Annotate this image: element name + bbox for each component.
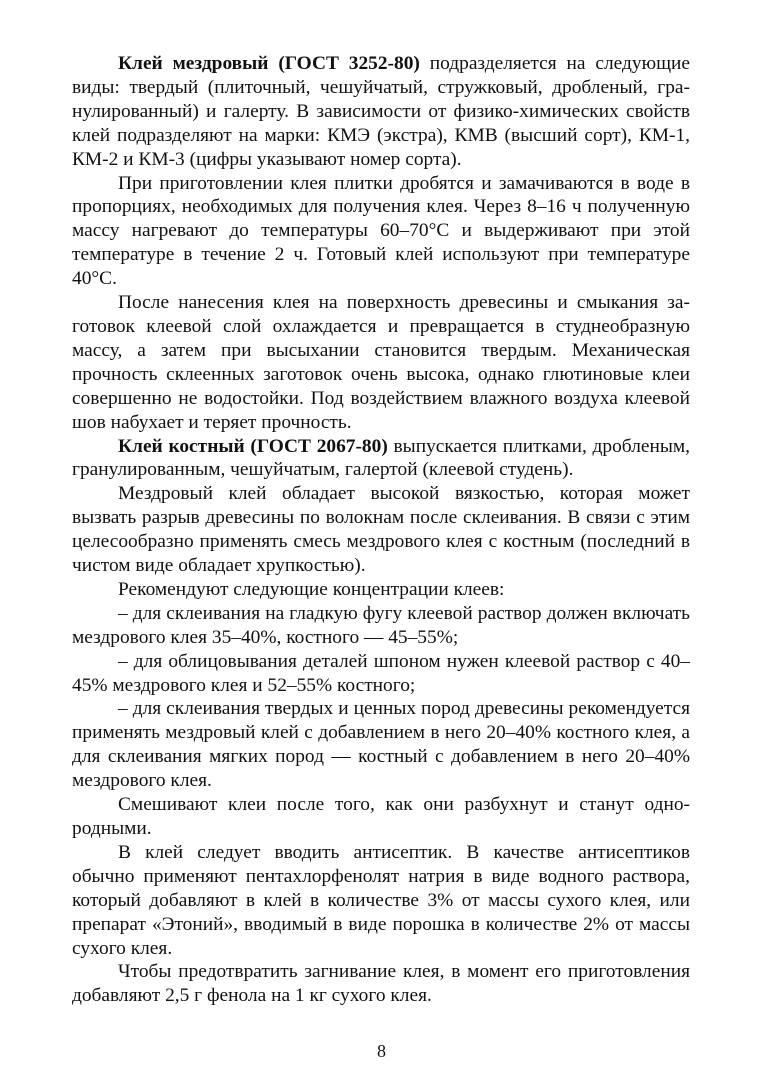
heading-glue-hide: Клей мездровый (ГОСТ 3252-80) <box>118 53 420 74</box>
paragraph-text: Рекомендуют следующие концентрации клеев: <box>118 578 505 600</box>
paragraph-text: После нанесения клея на поверхность древесины и смыкания заготовок клеевой слой охлаждается и превращается в студнеобразную массу, а затем при высыхании становится твердым. Механическая прочность склеенных заготовок очень высока, однако глютиновые клеи совершенно не водостойки. Под воздействием влажного воздуха клеевой шов набухает и теряет прочность. <box>72 292 690 433</box>
page-number: 8 <box>377 1041 386 1061</box>
list-item-smooth-joint <box>72 602 690 650</box>
paragraph-glue-bone-types <box>72 435 690 483</box>
paragraph-text: – для склеивания на гладкую фугу клеевой раствор должен включать мездрового клея 35–40%, костного — 45–55%; <box>72 602 690 648</box>
paragraph-text: Чтобы предотвратить загнивание клея, в момент его приготовления добавляют 2,5 г фенола на 1 кг сухого клея. <box>72 961 690 1007</box>
paragraph-viscosity <box>72 482 690 578</box>
paragraph-phenol <box>72 960 690 1008</box>
paragraph-text: – для облицовывания деталей шпоном нужен клеевой раствор с 40–45% мездрового клея и 52–55% костного; <box>72 650 690 696</box>
paragraph-text: – для склеивания твердых и ценных пород древесины рекомендуется применять мездровый клей с добавлением в него 20–40% костного клея, а для склеивания мягких пород — костный с добавлением в него 20–40% мездрового клея. <box>72 698 690 792</box>
paragraph-text: В клей следует вводить антисептик. В качестве антисептиков обычно применяют пентахлорфенолят натрия в виде водного раствора, который добавляют в клей в количестве 3% от массы сухого клея, или препарат «Этоний», вводимый в виде порошка в количестве 2% от массы сухого клея. <box>72 841 690 959</box>
paragraph-after-application <box>72 291 690 434</box>
paragraph-text: подразделяется на следующие виды: твердый (плиточный, чешуйчатый, стружковый, дробленый, гранулированный) и галерту. В зависимости от физико-химических свойств клей подразделяют на марки: КМЭ (экстра), КМВ (высший сорт), КМ-1, КМ-2 и КМ-3 (цифры указывают номер сорта). <box>72 53 690 170</box>
paragraph-text: При приготовлении клея плитки дробятся и замачиваются в воде в пропорциях, необходимых для получения клея. Через 8–16 ч полученную массу нагревают до температуры 60–70°С и выдерживают при этой температуре в течение 2 ч. Готовый клей используют при температуре 40°С. <box>72 172 690 290</box>
page-body <box>72 52 690 1008</box>
heading-glue-bone: Клей костный (ГОСТ 2067-80) <box>118 435 388 457</box>
paragraph-text: Смешивают клеи после того, как они разбухнут и станут однородными. <box>72 794 690 839</box>
paragraph-glue-hide-types <box>72 52 690 172</box>
paragraph-antiseptic <box>72 841 690 961</box>
paragraph-mixing <box>72 793 690 841</box>
list-item-veneering <box>72 650 690 698</box>
paragraph-concentrations-intro <box>72 578 690 602</box>
list-item-hardwood <box>72 697 690 793</box>
paragraph-text: выпускается плитками, дробленым, гранулированным, чешуйчатым, галертой (клеевой студень). <box>72 435 690 481</box>
paragraph-text: Мездровый клей обладает высокой вязкостью, которая может вызвать разрыв древесины по волокнам после склеивания. В связи с этим целесообразно применять смесь мездрового клея с костным (последний в чистом виде обладает хрупкостью). <box>72 483 690 577</box>
paragraph-preparation <box>72 172 690 292</box>
